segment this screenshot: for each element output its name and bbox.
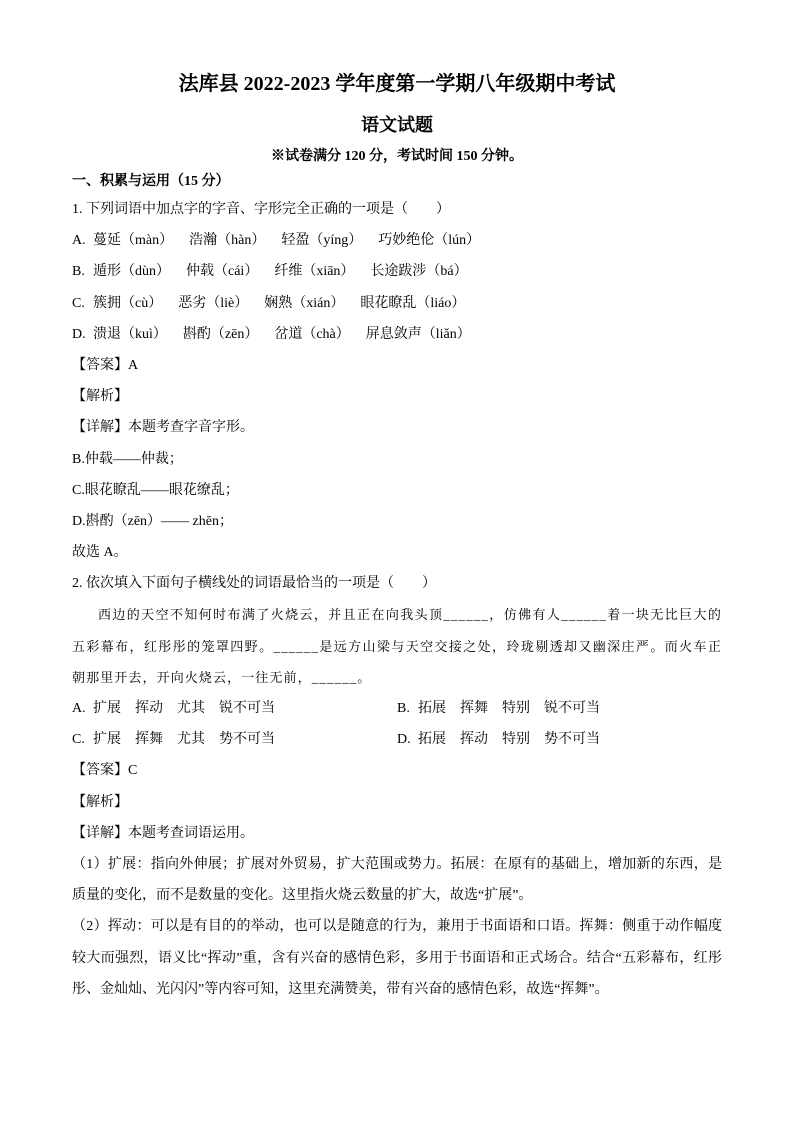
detail-label: 【详解】 xyxy=(72,825,128,841)
option-word: 斟酌（zēn） xyxy=(182,326,259,342)
exam-note: ※试卷满分 120 分，考试时间 150 分钟。 xyxy=(271,149,523,164)
option-word: 溃退（kuì） xyxy=(93,326,167,342)
q2-option-c xyxy=(72,724,397,755)
option-word: 扩展 xyxy=(93,732,121,748)
option-word: 特别 xyxy=(502,732,530,748)
q2-detail xyxy=(72,818,722,849)
option-letter: C. xyxy=(72,295,85,311)
q1-correction-b: B.仲载——仲裁； xyxy=(72,451,183,467)
option-letter: C. xyxy=(72,732,85,748)
q1-detail xyxy=(72,412,722,443)
option-word: 长途跋涉（bá） xyxy=(370,264,468,280)
exam-title: 法库县 2022-2023 学年度第一学期八年级期中考试 xyxy=(178,73,616,95)
q1-correction-c: C.眼花瞭乱——眼花缭乱； xyxy=(72,482,239,498)
answer-value: C xyxy=(128,763,138,779)
q1-correction-d: D.斟酌（zēn）—— zhēn； xyxy=(72,513,233,529)
option-letter: A. xyxy=(72,233,86,249)
option-word: 锐不可当 xyxy=(219,701,275,717)
detail-label: 【详解】 xyxy=(72,420,128,436)
option-word: 挥动 xyxy=(135,701,163,717)
option-word: 扩展 xyxy=(93,701,121,717)
section-title: 一、积累与运用（15 分） xyxy=(72,174,230,189)
option-word: 锐不可当 xyxy=(544,701,600,717)
q2-option-a xyxy=(72,693,397,724)
q1-option-b xyxy=(72,256,722,287)
detail-text: 本题考查字音字形。 xyxy=(128,420,254,436)
option-word: 挥舞 xyxy=(460,701,488,717)
option-word: 簇拥（cù） xyxy=(93,295,163,311)
option-word: 轻盈（yíng） xyxy=(281,233,363,249)
answer-label: 【答案】 xyxy=(72,357,128,373)
q2-passage: 西边的天空不知何时布满了火烧云，并且正在向我头顶______，仿佛有人______着一块无比巨大的五彩幕布，红彤彤的笼罩四野。______是远方山梁与天空交接之处，玲珑剔透却又幽深庄严。而火车正朝那里开去，开向火烧云，一往无前，______。 xyxy=(72,607,722,685)
q1-analysis-label: 【解析】 xyxy=(72,389,128,405)
option-word: 挥舞 xyxy=(135,732,163,748)
option-word: 势不可当 xyxy=(544,732,600,748)
option-word: 岔道（chà） xyxy=(274,326,350,342)
option-letter: B. xyxy=(72,264,85,280)
detail-text: 本题考查词语运用。 xyxy=(128,825,254,841)
q1-conclusion: 故选 A。 xyxy=(72,545,128,561)
q2-stem: 2. 依次填入下面句子横线处的词语最恰当的一项是（ ） xyxy=(72,576,436,592)
q2-analysis-label: 【解析】 xyxy=(72,794,128,810)
option-word: 遁形（dùn） xyxy=(93,264,170,280)
option-letter: A. xyxy=(72,701,86,717)
q2-options-row-1 xyxy=(72,693,722,724)
option-word: 浩瀚（hàn） xyxy=(189,233,266,249)
option-word: 挥动 xyxy=(460,732,488,748)
option-word: 眼花瞭乱（liáo） xyxy=(360,295,466,311)
q1-option-a xyxy=(72,225,722,256)
option-word: 势不可当 xyxy=(219,732,275,748)
option-word: 尤其 xyxy=(177,701,205,717)
q1-stem: 1. 下列词语中加点字的字音、字形完全正确的一项是（ ） xyxy=(72,202,450,217)
answer-label: 【答案】 xyxy=(72,763,128,779)
option-word: 尤其 xyxy=(177,732,205,748)
option-word: 巧妙绝伦（lún） xyxy=(378,233,481,249)
q2-answer xyxy=(72,755,722,786)
answer-value: A xyxy=(128,357,139,373)
option-letter: B. xyxy=(397,701,410,717)
q2-options-row-2 xyxy=(72,724,722,755)
q1-option-c xyxy=(72,288,722,319)
q2-explanation-2: （2）挥动：可以是有目的的举动，也可以是随意的行为，兼用于书面语和口语。挥舞：侧重于动作幅度较大而强烈，语义比“挥动”重，含有兴奋的感情色彩，多用于书面语和正式场合。结合“五彩幕布，红彤彤、金灿灿、光闪闪”等内容可知，这里充满赞美，带有兴奋的感情色彩，故选“挥舞”。 xyxy=(72,919,722,997)
option-word: 恶劣（liè） xyxy=(178,295,249,311)
exam-page xyxy=(72,69,722,1005)
q1-answer xyxy=(72,350,722,381)
q2-explanation-1: （1）扩展：指向外伸展；扩展对外贸易，扩大范围或势力。拓展：在原有的基础上，增加新的东西，是质量的变化，而不是数量的变化。这里指火烧云数量的扩大，故选“扩展”。 xyxy=(72,856,722,904)
option-word: 蔓延（màn） xyxy=(93,233,174,249)
option-word: 拓展 xyxy=(418,701,446,717)
q2-option-d xyxy=(397,724,722,755)
option-word: 屏息敛声（liǎn） xyxy=(365,326,471,342)
option-word: 拓展 xyxy=(418,732,446,748)
option-word: 特别 xyxy=(502,701,530,717)
option-letter: D. xyxy=(397,732,411,748)
option-letter: D. xyxy=(72,326,86,342)
option-word: 纤维（xiān） xyxy=(274,264,355,280)
option-word: 娴熟（xián） xyxy=(264,295,345,311)
option-word: 仲载（cái） xyxy=(186,264,259,280)
exam-subtitle: 语文试题 xyxy=(361,115,433,135)
q1-option-d xyxy=(72,319,722,350)
q2-option-b xyxy=(397,693,722,724)
